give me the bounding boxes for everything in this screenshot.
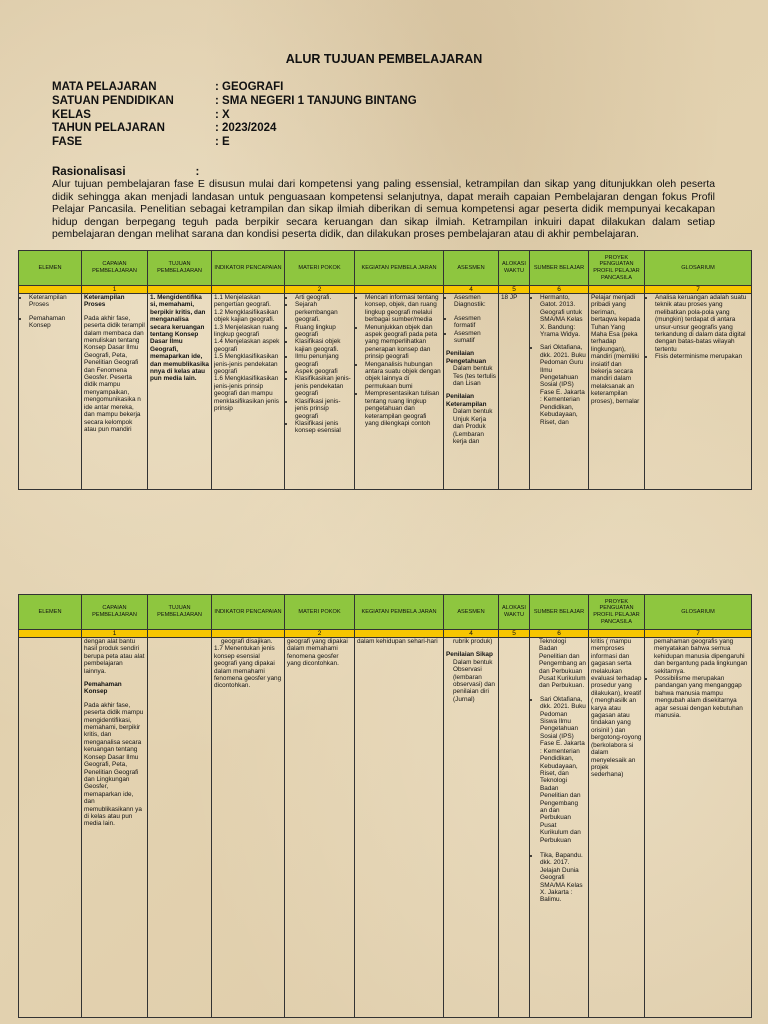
column-number: 4 (444, 630, 499, 638)
cell-kegiatan (355, 294, 444, 490)
column-number (212, 630, 285, 638)
cell-proyek: Pelajar menjadi pribadi yang beriman, bertaqwa kepada Tuhan Yang Maha Esa (peka terhadap lingkungan), mandiri (memiliki insiatif dan bekerja secara mandiri dalam melaksanak an keterampilan proses), bernalar (589, 294, 645, 490)
header-glosarium: GLOSARIUM (645, 251, 752, 286)
list-item: 1.7 Menentukan jenis konsep esensial geografi yang dipakai dalam memahami fenomena geosfer yang dicontohkan. (214, 645, 282, 690)
list-item: • Sari Oktafiana, dkk. 2021. Buku Pedoman Guru Ilmu Pengetahuan Sosial (IPS) Fase E. Jakarta : Kementerian Pendidikan, Kebudayaan, Riset, dan (540, 344, 586, 425)
cell-kegiatan: dalam kehidupan sehari-hari (355, 638, 444, 1018)
meta-value: : 2023/2024 (215, 122, 277, 135)
cell-sumber (530, 294, 589, 490)
header-glosarium: GLOSARIUM (645, 595, 752, 630)
asesmen-text: Dalam bentuk Observasi (lembaran observasi) dan penilaian diri (Jurnal) (453, 658, 495, 703)
column-number: 4 (444, 286, 499, 294)
list-item: • Menganalisis hubungan antara suatu objek dengan objek lainnya di permukaan bumi (365, 361, 441, 391)
column-number-row (19, 286, 752, 294)
column-number: 1 (82, 630, 148, 638)
column-number (19, 630, 82, 638)
cell-proyek: kritis ( mampu memproses informasi dan gagasan serta melakukan evaluasi terhadap prosedur yang dilakukan), kreatif ( menghasilk an karya atau gagasan atau tindakan yang orisinil ) dan bergotong-royong (berkolabora si dalam menyelesaik an projek sederhana) (589, 638, 645, 1018)
list-item: • Analisa keruangan adalah suatu teknik atau proses yang melibatkan pola-pola yang (mungkin) terdapat di antara unsur-unsur geografis yang terkandung di dalam data digital dengan batas-batas wilayah tertentu (655, 294, 749, 353)
header-materi: MATERI POKOK (285, 595, 355, 630)
asesmen-subtitle: Penilaian Keterampilan (446, 393, 487, 408)
asesmen-text: Dalam bentuk Unjuk Kerja dan Produk (Lembaran kerja dan (453, 408, 493, 445)
list-item: • Ruang lingkup geografi (295, 324, 352, 339)
list-item: 1.2 Mengklasifikasikan objek kajian geografi. (214, 308, 279, 324)
table-header-row (19, 251, 752, 286)
sumber-text: Teknologi Badan Penelitian dan Pengembang an dan Perbukuan Pusat Kurikulum dan Perbukuan. (539, 638, 586, 690)
meta-value: : GEOGRAFI (215, 81, 284, 93)
meta-row (52, 109, 417, 123)
column-number: 2 (285, 286, 355, 294)
meta-key: TAHUN PELAJARAN (52, 122, 165, 135)
column-number (589, 630, 645, 638)
column-number (355, 286, 444, 294)
column-number (148, 630, 212, 638)
cell-asesmen (444, 638, 499, 1018)
table-row (19, 638, 752, 1018)
rasionalisasi-colon: : (195, 166, 200, 178)
glosarium-text: pemahaman geografis yang menyatakan bahwa semua kehidupan manusia dipengaruhi dan bergantung pada lingkungan sekitarnya. (654, 638, 748, 675)
asesmen-subtitle: Penilaian Pengetahuan (446, 350, 487, 365)
list-item: • Arti geografi. (295, 294, 352, 301)
column-number: 5 (499, 630, 530, 638)
list-item: • Fisis determinisme merupakan (655, 353, 749, 360)
list-item: • Pemahaman Konsep (29, 315, 79, 330)
cell-materi (285, 294, 355, 490)
header-capaian: CAPAIAN PEMBELAJARAN (82, 595, 148, 630)
rasionalisasi-text: Alur tujuan pembelajaran fase E disusun mulai dari kompetensi yang paling essensial, ketrampilan dan sikap yang ditunjukkan oleh peserta didik sehingga akan menjadi landasan untuk penguasaan kompetensi selanjutnya, dapat meraih capaian Pembelajaran dengan fokus Profil Pelajar Pancasila. Penelitian sebagai ketrampilan dan sikap ilmiah diberikan di semua kompetensi agar peserta didik mempunyai kecakapan hidup dengan berpegang teguh pada berpikir secara keruangan dan sikap ilmiah. Ketrampilan inkuiri dapat dilakukan dalam setiap pembelajaran dengan melihat sarana dan kondisi peserta didik, dan dilakukan proses pembelajaran atau di akhir pembelajaran. (52, 179, 715, 240)
column-number: 7 (645, 630, 752, 638)
column-number: 5 (499, 286, 530, 294)
column-number (212, 286, 285, 294)
header-proyek: PROYEK PENGUATAN PROFIL PELAJAR PANCASILA (589, 595, 645, 630)
list-item: • Sari Oktafiana, dkk. 2021. Buku Pedoman Siswa Ilmu Pengetahuan Sosial (IPS) Fase E. Jakarta : Kementerian Pendidikan, Kebudayaan, Riset, dan Teknologi Badan Penelitian dan Pengembang an dan Perbukuan Pusat Kurikulum dan Perbukuan (540, 696, 586, 844)
list-item: • Hermanto, Gatot. 2013. Geografi untuk SMA/MA Kelas X. Bandung: Yrama Widya. (540, 294, 586, 338)
capaian-subtitle: Keterampilan Proses (84, 294, 125, 309)
meta-key: SATUAN PENDIDIKAN (52, 94, 174, 107)
list-item: • Asesmen sumatif (454, 330, 496, 345)
capaian-text: dengan alat bantu hasil produk sendiri berupa peta atau alat pembelajaran lainnya. (84, 638, 145, 675)
list-item: 1.1 Menjelaskan pengertian geografi. (214, 294, 271, 309)
list-item: • Klasifikasi jenis-jenis prinsip geografi (295, 398, 352, 420)
list-item: • Klasifikasi objek kajian geografi. (295, 338, 352, 353)
column-number (589, 286, 645, 294)
list-item: • Asesmen Diagnostik: (454, 294, 496, 309)
list-item: 1.4 Menjelaskan aspek geografi (214, 338, 280, 353)
asesmen-subtitle: Penilaian Sikap (446, 651, 493, 659)
header-kegiatan: KEGIATAN PEMBELA JARAN (355, 595, 444, 630)
header-capaian: CAPAIAN PEMBELAJARAN (82, 251, 148, 286)
header-tujuan: TUJUAN PEMBELAJARAN (148, 595, 212, 630)
meta-row (52, 122, 417, 136)
header-asesmen: ASESMEN (444, 595, 499, 630)
column-number: 2 (285, 630, 355, 638)
table-row (19, 294, 752, 490)
cell-indikator (212, 638, 285, 1018)
list-item: • Klasifikasi jenis konsep esensial (295, 420, 352, 435)
rasionalisasi-label: Rasionalisasi (52, 166, 126, 178)
list-item: 1.6 Mengklasifikasikan jenis-jenis prinsip geografi dan mampu menklasifikasikan jenis prinsip (214, 375, 279, 413)
header-sumber: SUMBER BELAJAR (530, 595, 589, 630)
meta-value: : X (215, 108, 230, 121)
list-item: 1.5 Mengklasifikasikan jenis-jenis pendekatan geografi (214, 353, 279, 376)
meta-key: KELAS (52, 108, 91, 121)
header-kegiatan: KEGIATAN PEMBELA JARAN (355, 251, 444, 286)
meta-key: MATA PELAJARAN (52, 81, 157, 93)
list-item: • Ilmu penunjang geografi (295, 353, 352, 368)
meta-row (52, 95, 417, 109)
header-elemen: ELEMEN (19, 251, 82, 286)
cell-elemen (19, 294, 82, 490)
header-sumber: SUMBER BELAJAR (530, 251, 589, 286)
meta-value: : SMA NEGERI 1 TANJUNG BINTANG (215, 94, 417, 107)
header-alokasi: ALOKASI WAKTU (499, 251, 530, 286)
header-alokasi: ALOKASI WAKTU (499, 595, 530, 630)
header-tujuan: TUJUAN PEMBELAJARAN (148, 251, 212, 286)
column-number (355, 630, 444, 638)
capaian-subtitle: Pemahaman Konsep (84, 681, 122, 696)
header-elemen: ELEMEN (19, 595, 82, 630)
column-number (19, 286, 82, 294)
column-number (148, 286, 212, 294)
column-number: 6 (530, 286, 589, 294)
cell-alokasi (499, 638, 530, 1018)
cell-sumber (530, 638, 589, 1018)
list-item: geografi disajikan. (221, 638, 273, 645)
meta-row (52, 81, 417, 95)
cell-alokasi: 18 JP (499, 294, 530, 490)
cell-asesmen (444, 294, 499, 490)
cell-glosarium (645, 638, 752, 1018)
list-item: • Tika, Bapandu. dkk. 2017. Jelajah Dunia Geografi SMA/MA Kelas X. Jakarta : Balimu. (540, 852, 586, 904)
asesmen-text: rubrik produk) (453, 638, 493, 645)
cell-elemen (19, 638, 82, 1018)
meta-key: FASE (52, 136, 83, 149)
list-item: • Menunjukkan objek dan aspek geografi pada peta yang memperlihatkan penerapan konsep dan prinsip geografi (365, 324, 441, 361)
list-item: • Aspek geografi (295, 368, 352, 375)
cell-glosarium (645, 294, 752, 490)
column-number: 1 (82, 286, 148, 294)
cell-capaian (82, 294, 148, 490)
list-item: • Keterampilan Proses (29, 294, 79, 309)
meta-value: : E (215, 136, 230, 149)
header-proyek: PROYEK PENGUATAN PROFIL PELAJAR PANCASILA (589, 251, 645, 286)
cell-materi: geografi yang dipakai dalam memahami fenomena geosfer yang dicontohkan. (285, 638, 355, 1018)
cell-indikator (212, 294, 285, 490)
cell-tujuan: 1. Mengidentifika si, memahami, berpikir kritis, dan menganalisa secara keruangan tentang Konsep Dasar Ilmu Geografi, memaparkan ide, dan memublikasika nnya di kelas atau pun media lain. (148, 294, 212, 490)
list-item: • Klasifikasikan jenis-jenis pendekatan geografi (295, 375, 352, 397)
header-materi: MATERI POKOK (285, 251, 355, 286)
capaian-text: Pada akhir fase, peserta didik mampu mengidentifikasi, memahami, berpikir kritis, dan menganalisa secara keruangan tentang Konsep Dasar Ilmu Geografi, Peta, Penelitian Geografi dan Lingkungan Geosfer, memaparkan ide, dan memublikasikann ya di kelas atau pun media lain. (84, 701, 144, 828)
column-number: 7 (645, 286, 752, 294)
asesmen-text: Dalam bentuk Tes (tes tertulis dan Lisan (453, 365, 496, 388)
header-indikator: INDIKATOR PENCAPAIAN (212, 595, 285, 630)
header-asesmen: ASESMEN (444, 251, 499, 286)
list-item: • Possibilisme merupakan pandangan yang menganggap bahwa manusia mampu mengubah alam disekitarnya agar sesuai dengan kebutuhan manusia. (655, 675, 749, 719)
list-item: • Asesmen formatif (454, 315, 496, 330)
column-number: 6 (530, 630, 589, 638)
header-indikator: INDIKATOR PENCAPAIAN (212, 251, 285, 286)
rasionalisasi-heading (52, 166, 199, 178)
meta-row (52, 136, 417, 150)
cell-capaian (82, 638, 148, 1018)
column-number-row (19, 630, 752, 638)
list-item: 1.3 Menjelaskan ruang lingkup geografi (214, 323, 279, 339)
cell-tujuan (148, 638, 212, 1018)
list-item: • Mencari informasi tentang konsep, objek, dan ruang lingkup geografi melalui berbagai sumber/media (365, 294, 441, 324)
list-item: • Sejarah perkembangan geografi. (295, 301, 352, 323)
list-item: • Mempresentasikan tulisan tentang ruang lingkup pengetahuan dan keterampilan geografi yang dilengkapi contoh (365, 390, 441, 427)
atp-table-page-1 (18, 250, 752, 490)
capaian-text: Pada akhir fase, peserta didik terampil dalam membaca dan menuliskan tentang Konsep Dasar Ilmu Geografi, Peta, Penelitian Geografi dan Fenomena Geosfer. Peserta didik mampu menyampaikan, mengomunikasika n ide antar mereka, dan mampu bekerja secara kelompok atau pun mandiri (84, 314, 145, 433)
meta-block (52, 81, 417, 150)
atp-table-page-2 (18, 594, 752, 1018)
table-header-row (19, 595, 752, 630)
document-title: ALUR TUJUAN PEMBELAJARAN (285, 52, 483, 66)
